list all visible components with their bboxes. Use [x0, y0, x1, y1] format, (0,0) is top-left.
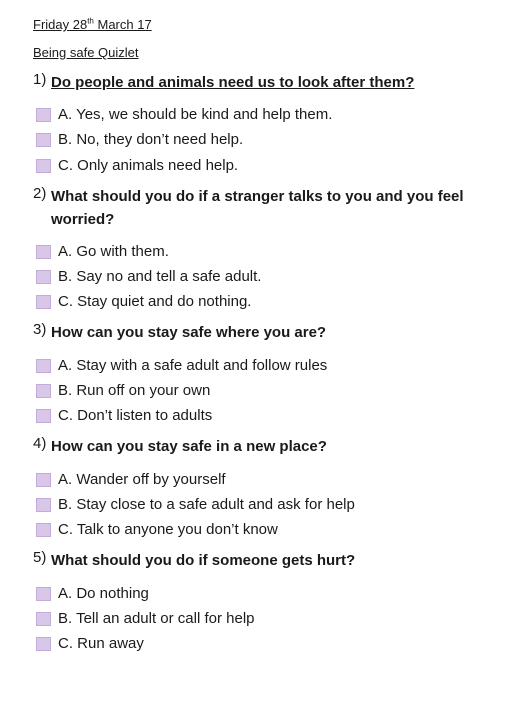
question-text: How can you stay safe where you are?	[51, 324, 327, 341]
option-label: C. Talk to anyone you don’t know	[58, 521, 278, 538]
square-icon[interactable]	[36, 637, 51, 651]
option-label: B. Run off on your own	[58, 382, 211, 399]
question-number: 4)	[33, 435, 47, 452]
square-icon[interactable]	[36, 359, 51, 373]
date-heading: Friday 28th March 17	[33, 16, 152, 32]
square-icon[interactable]	[36, 245, 51, 259]
option-label: C. Don’t listen to adults	[58, 407, 213, 424]
option-label: C. Only animals need help.	[58, 157, 239, 174]
option-5c[interactable]	[36, 635, 144, 652]
option-4b[interactable]	[36, 496, 355, 513]
option-label: A. Go with them.	[58, 243, 169, 260]
question-3	[33, 321, 483, 344]
option-3a[interactable]	[36, 357, 327, 374]
quiz-title: Being safe Quizlet	[33, 45, 139, 60]
square-icon[interactable]	[36, 587, 51, 601]
square-icon[interactable]	[36, 133, 51, 147]
question-5	[33, 549, 483, 572]
option-3b[interactable]	[36, 382, 210, 399]
option-1a[interactable]	[36, 106, 332, 123]
option-4c[interactable]	[36, 521, 278, 538]
question-number: 3)	[33, 321, 47, 338]
option-2b[interactable]	[36, 268, 261, 285]
option-label: A. Stay with a safe adult and follow rules	[58, 357, 328, 374]
option-label: A. Do nothing	[58, 585, 149, 602]
square-icon[interactable]	[36, 612, 51, 626]
question-2	[33, 185, 483, 231]
option-5b[interactable]	[36, 610, 255, 627]
square-icon[interactable]	[36, 295, 51, 309]
option-label: B. Stay close to a safe adult and ask for help	[58, 496, 355, 513]
option-label: C. Run away	[58, 635, 144, 652]
question-number: 1)	[33, 71, 47, 88]
question-1	[33, 71, 483, 94]
option-label: C. Stay quiet and do nothing.	[58, 293, 252, 310]
question-4	[33, 435, 483, 458]
question-text: What should you do if a stranger talks to you and you feel worried?	[51, 188, 464, 228]
option-label: B. Say no and tell a safe adult.	[58, 268, 262, 285]
option-label: B. No, they don’t need help.	[58, 131, 244, 148]
option-1b[interactable]	[36, 131, 243, 148]
square-icon[interactable]	[36, 473, 51, 487]
option-3c[interactable]	[36, 407, 212, 424]
option-label: A. Wander off by yourself	[58, 471, 226, 488]
square-icon[interactable]	[36, 523, 51, 537]
option-4a[interactable]	[36, 471, 226, 488]
question-text: What should you do if someone gets hurt?	[51, 552, 356, 569]
square-icon[interactable]	[36, 384, 51, 398]
option-2c[interactable]	[36, 293, 251, 310]
option-1c[interactable]	[36, 157, 238, 174]
square-icon[interactable]	[36, 498, 51, 512]
option-2a[interactable]	[36, 243, 169, 260]
option-label: B. Tell an adult or call for help	[58, 610, 255, 627]
question-number: 2)	[33, 185, 47, 202]
date-ordinal: th	[87, 16, 94, 26]
question-text: How can you stay safe in a new place?	[51, 438, 327, 455]
square-icon[interactable]	[36, 108, 51, 122]
question-text: Do people and animals need us to look after them?	[51, 74, 415, 91]
square-icon[interactable]	[36, 270, 51, 284]
square-icon[interactable]	[36, 409, 51, 423]
option-5a[interactable]	[36, 585, 149, 602]
square-icon[interactable]	[36, 159, 51, 173]
question-number: 5)	[33, 549, 47, 566]
option-label: A. Yes, we should be kind and help them.	[58, 106, 333, 123]
